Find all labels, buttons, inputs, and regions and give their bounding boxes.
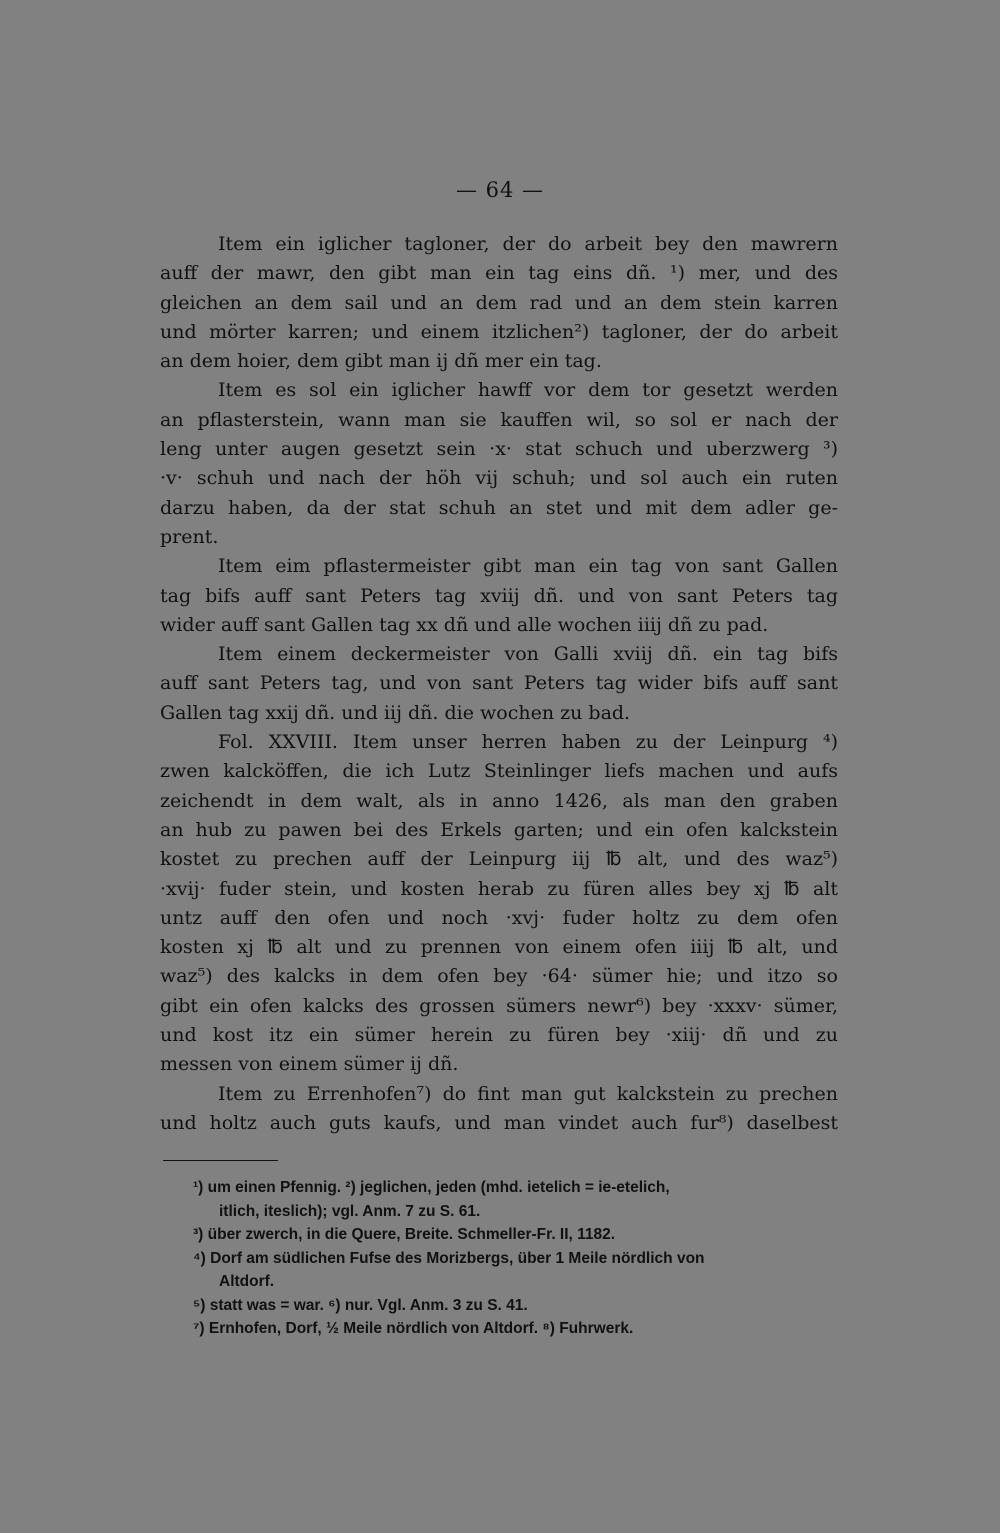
- footnote-line: Altdorf.: [219, 1273, 275, 1290]
- text-line: wider auff sant Gallen tag xx dñ und alle wochen iiij dñ zu pad.: [160, 613, 769, 636]
- text-line: leng unter augen gesetzt sein ·x· stat schuch und uberzwerg ³): [160, 438, 838, 461]
- text-line: und holtz auch guts kaufs, und man vindet auch fur⁸) daselbest: [160, 1111, 838, 1134]
- text-line: Item es sol ein iglicher hawff vor dem tor gesetzt werden: [218, 379, 838, 402]
- text-line: Item ein iglicher tagloner, der do arbeit bey den mawrern: [218, 233, 838, 255]
- text-line: an dem hoier, dem gibt man ij dñ mer ein tag.: [160, 350, 602, 373]
- text-line: an hub zu pawen bei des Erkels garten; und ein ofen kalckstein: [160, 818, 838, 841]
- text-line: tag bifs auff sant Peters tag xviij dñ. und von sant Peters tag: [160, 584, 838, 607]
- text-line: untz auff den ofen und noch ·xvj· fuder holtz zu dem ofen: [160, 906, 838, 929]
- text-line: und kost itz ein sümer herein zu füren bey ·xiij· dñ und zu: [160, 1024, 838, 1047]
- text-line: Item eim pflastermeister gibt man ein tag von sant Gallen: [218, 555, 838, 578]
- footnote-line: ⁷) Ernhofen, Dorf, ½ Meile nördlich von Altdorf. ⁸) Fuhrwerk.: [193, 1320, 634, 1337]
- text-line: Gallen tag xxij dñ. und iij dñ. die wochen zu bad.: [160, 701, 631, 724]
- text-line: ·v· schuh und nach der höh vij schuh; und sol auch ein ruten: [160, 467, 838, 490]
- text-line: gleichen an dem sail und an dem rad und an dem stein karren: [160, 291, 838, 314]
- text-line: Fol. XXVIII. Item unser herren haben zu der Leinpurg ⁴): [218, 731, 838, 754]
- page-number: — 64 —: [455, 178, 545, 202]
- text-line: darzu haben, da der stat schuh an stet und mit dem adler ge-: [160, 496, 838, 519]
- text-line: ·xvij· fuder stein, und kosten herab zu füren alles bey xj ℔ alt: [160, 877, 838, 900]
- footnote-separator: [163, 1160, 278, 1161]
- text-line: waz⁵) des kalcks in dem ofen bey ·64· sümer hie; und itzo so: [160, 965, 838, 988]
- footnote-line: itlich, iteslich); vgl. Anm. 7 zu S. 61.: [219, 1202, 481, 1220]
- text-line: zwen kalcköffen, die ich Lutz Steinlinger liefs machen und aufs: [160, 760, 838, 783]
- text-line: auff der mawr, den gibt man ein tag eins dñ. ¹) mer, und des: [160, 262, 838, 285]
- text-line: Item zu Errenhofen⁷) do fint man gut kalckstein zu prechen: [218, 1082, 838, 1105]
- text-line: Item einem deckermeister von Galli xviij dñ. ein tag bifs: [218, 643, 838, 666]
- text-line: messen von einem sümer ij dñ.: [160, 1053, 459, 1076]
- footnote-line: ⁴) Dorf am südlichen Fufse des Morizbergs, über 1 Meile nördlich von: [193, 1249, 705, 1267]
- text-line: und mörter karren; und einem itzlichen²) tagloner, der do arbeit: [160, 320, 838, 343]
- footnote-line: ¹) um einen Pfennig. ²) jeglichen, jeden (mhd. ietelich = ie-etelich,: [193, 1179, 670, 1196]
- footnotes: [193, 1176, 838, 1341]
- text-line: kosten xj ℔ alt und zu prennen von einem ofen iiij ℔ alt, und: [160, 936, 838, 959]
- text-line: kostet zu prechen auff der Leinpurg iij ℔ alt, und des waz⁵): [160, 848, 838, 871]
- text-line: an pflasterstein, wann man sie kauffen wil, so sol er nach der: [160, 408, 838, 431]
- text-line: gibt ein ofen kalcks des grossen sümers newr⁶) bey ·xxxv· sümer,: [160, 994, 838, 1017]
- footnote-line: ⁵) statt was = war. ⁶) nur. Vgl. Anm. 3 zu S. 41.: [193, 1296, 528, 1314]
- footnote-line: ³) über zwerch, in die Quere, Breite. Schmeller-Fr. II, 1182.: [193, 1226, 616, 1243]
- text-line: prent.: [160, 525, 219, 548]
- text-line: auff sant Peters tag, und von sant Peters tag wider bifs auff sant: [160, 672, 838, 695]
- text-line: zeichendt in dem walt, als in anno 1426, als man den graben: [160, 789, 838, 812]
- body-text: [160, 230, 838, 1138]
